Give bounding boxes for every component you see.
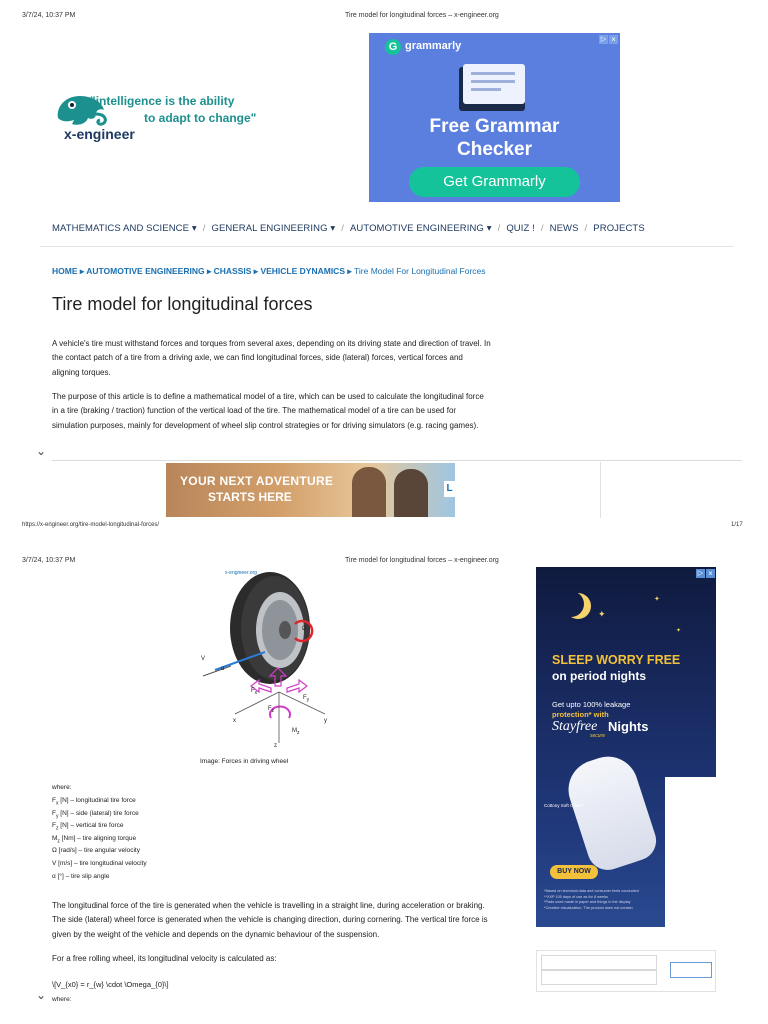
moon-icon xyxy=(558,591,584,617)
print-footer-page: 1/17 xyxy=(731,522,743,528)
velocity-formula: \[V_{x0} = r_{w} \cdot \Omega_{0}\] xyxy=(52,980,169,989)
grammarly-headline-1: Free Grammar xyxy=(429,116,560,137)
grammarly-brand: grammarly xyxy=(405,40,462,52)
person-illustration-icon xyxy=(394,469,428,517)
star-icon: ✦ xyxy=(654,596,660,603)
logo-tagline-line-2: to adapt to change" xyxy=(144,111,257,125)
tire-wheel-icon xyxy=(195,568,345,753)
chevron-down-icon[interactable]: ⌄ xyxy=(36,988,47,1002)
widget-input[interactable] xyxy=(670,962,712,978)
nav-mathematics[interactable]: MATHEMATICS AND SCIENCE ▾ xyxy=(52,223,197,234)
where-label-2: where: xyxy=(52,996,72,1003)
figure-label-fy: $F_y$ xyxy=(303,695,310,704)
logo-tagline-line-1: "intelligence is the ability xyxy=(90,94,235,108)
nav-separator: / xyxy=(540,223,544,234)
body-paragraph-4: For a free rolling wheel, its longitudinal velocity is calculated as: xyxy=(52,954,277,963)
page-title: Tire model for longitudinal forces xyxy=(52,294,313,314)
definition-fy: $F_y$ [N] – side (lateral) tire force xyxy=(52,809,139,819)
nav-automotive-engineering[interactable]: AUTOMOTIVE ENGINEERING ▾ xyxy=(349,223,492,234)
widget-box xyxy=(541,969,657,985)
print-header-title: Tire model for longitudinal forces – x-engineer.org xyxy=(345,557,499,564)
figure-label-omega: Ω xyxy=(302,626,307,632)
tire-forces-figure xyxy=(195,568,345,753)
stayfree-ad[interactable] xyxy=(536,567,716,927)
figure-caption: Image: Forces in driving wheel xyxy=(200,758,289,765)
document-illustration-icon xyxy=(459,67,525,111)
chevron-down-icon[interactable]: ⌄ xyxy=(36,444,47,458)
stayfree-brand-tag: secure xyxy=(590,733,606,739)
definition-omega: Ω [rad/s] – tire angular velocity xyxy=(52,847,140,855)
figure-label-x: x xyxy=(233,718,236,724)
figure-watermark: x-engineer.org xyxy=(225,570,257,576)
stayfree-feature: Cottony Soft Cover* xyxy=(544,803,584,808)
definition-fz: $F_z$ [N] – vertical tire force xyxy=(52,822,124,832)
breadcrumb-arrow-icon: ▸ xyxy=(347,266,352,276)
nav-quiz[interactable]: QUIZ ! xyxy=(506,223,535,234)
chevron-down-icon: ▾ xyxy=(191,223,197,234)
breadcrumb-current: Tire Model For Longitudinal Forces xyxy=(354,266,486,276)
nav-separator: / xyxy=(497,223,501,234)
breadcrumb-vehicle-dynamics[interactable]: VEHICLE DYNAMICS xyxy=(260,266,345,276)
stayfree-sub-2: protection* with xyxy=(552,710,609,719)
stayfree-brand: Stayfree xyxy=(552,719,598,734)
body-paragraph-3: The longitudinal force of the tire is generated when the vehicle is travelling in a straight line, during acceleration or braking. The side (lateral) wheel force is generated when the vehicle is changing direction, during cornering. The vertical tire force is given by the weight of the vehicle and depends on the dynamic behaviour of the suspension. xyxy=(52,901,488,939)
buy-now-button[interactable]: BUY NOW xyxy=(550,865,598,879)
adventure-ad-banner[interactable] xyxy=(166,463,455,517)
stayfree-headline-1: SLEEP WORRY FREE xyxy=(552,653,681,667)
grammarly-ad[interactable] xyxy=(369,33,620,202)
site-logo[interactable] xyxy=(52,88,282,148)
adventure-ad-line-1: YOUR NEXT ADVENTURE xyxy=(180,474,334,488)
breadcrumb-chassis[interactable]: CHASSIS xyxy=(213,266,252,276)
sidebar-widget xyxy=(536,950,716,992)
figure-label-alpha: α xyxy=(221,666,225,672)
grammarly-logo-icon: G xyxy=(385,39,401,55)
figure-label-y: y xyxy=(324,718,327,724)
breadcrumb xyxy=(52,266,486,277)
symbol-definitions xyxy=(52,795,352,883)
chevron-down-icon: ▾ xyxy=(330,223,336,234)
breadcrumb-arrow-icon: ▸ xyxy=(206,266,212,276)
figure-label-mz: $M_z$ xyxy=(292,728,300,737)
figure-label-z: z xyxy=(274,743,277,749)
main-nav xyxy=(52,223,645,234)
print-header-datetime: 3/7/24, 10:37 PM xyxy=(22,557,76,564)
definition-fx: $F_x$ [N] – longitudinal tire force xyxy=(52,797,136,807)
ad-divider xyxy=(600,462,601,518)
ad-close-icon[interactable]: × xyxy=(609,35,618,44)
figure-label-fz: $F_z$ xyxy=(268,706,275,715)
intro-paragraph-1: A vehicle's tire must withstand forces and torques from several axes, depending on its driving state and direction of travel. In the contact patch of a tire from a driving axle, we can find longitudinal forces, side (lateral) forces, vertical forces and aligning torques. xyxy=(52,339,491,377)
figure-label-v: V xyxy=(201,656,206,662)
print-header-title: Tire model for longitudinal forces – x-engineer.org xyxy=(345,12,499,19)
nav-news[interactable]: NEWS xyxy=(549,223,579,234)
ad-blank-overlay xyxy=(665,777,716,927)
person-illustration-icon xyxy=(352,467,386,517)
definition-mz: $M_z$ [Nm] – tire aligning torque xyxy=(52,834,137,845)
definition-alpha: α [°] – tire slip angle xyxy=(52,872,110,880)
definition-v: V [m/s] – tire longitudinal velocity xyxy=(52,859,147,867)
star-icon: ✦ xyxy=(598,609,606,619)
where-label: where: xyxy=(52,784,72,791)
grammarly-headline-2: Checker xyxy=(457,139,532,160)
logo-wordmark: x-engineer xyxy=(64,126,135,142)
sanitary-pad-illustration-icon xyxy=(561,749,662,875)
nav-divider xyxy=(40,246,734,247)
intro-paragraph-2: The purpose of this article is to define a mathematical model of a tire, which can be used to calculate the longitudinal force in a tire (braking / traction) function of the vertical load of the tire. The mathematical model of a tire can be used for simulation purposes, mainly for development of wheel slip control strategies or for driving simulators (e.g. racing games). xyxy=(52,392,484,430)
get-grammarly-button[interactable]: Get Grammarly xyxy=(409,167,580,197)
breadcrumb-automotive[interactable]: AUTOMOTIVE ENGINEERING xyxy=(86,266,205,276)
breadcrumb-home[interactable]: HOME xyxy=(52,266,78,276)
stayfree-fine-print: *Based on technical data and consumer feels conducted **XXP 100 days of use as for 8 weeks *Pads used made in paper and things in the display *Creative visualization. The product does not contain xyxy=(544,889,639,910)
content-divider xyxy=(52,460,742,461)
ad-choices-icon[interactable]: ▷ xyxy=(600,36,607,43)
nav-separator: / xyxy=(341,223,344,234)
ad-choices-icon[interactable]: ▷ xyxy=(697,570,704,577)
stayfree-brand-word: Nights xyxy=(608,719,649,734)
nav-separator: / xyxy=(584,223,588,234)
star-icon: ✦ xyxy=(676,628,682,634)
chevron-down-icon: ▾ xyxy=(486,223,492,234)
stayfree-sub-1: Get upto 100% leakage xyxy=(552,700,631,709)
print-header-datetime: 3/7/24, 10:37 PM xyxy=(22,12,76,19)
nav-projects[interactable]: PROJECTS xyxy=(593,223,645,234)
figure-label-fx: $F_x$ xyxy=(251,688,258,697)
adventure-ad-line-2: STARTS HERE xyxy=(208,490,292,504)
print-footer-url: https://x-engineer.org/tire-model-longitudinal-forces/ xyxy=(22,522,160,528)
adventure-ad-edge: L xyxy=(444,481,455,497)
nav-separator: / xyxy=(202,223,206,234)
stayfree-headline-2: on period nights xyxy=(552,669,646,683)
nav-general-engineering[interactable]: GENERAL ENGINEERING ▾ xyxy=(211,223,336,234)
breadcrumb-arrow-icon: ▸ xyxy=(253,266,259,276)
ad-close-icon[interactable]: × xyxy=(706,569,715,578)
breadcrumb-arrow-icon: ▸ xyxy=(79,266,85,276)
